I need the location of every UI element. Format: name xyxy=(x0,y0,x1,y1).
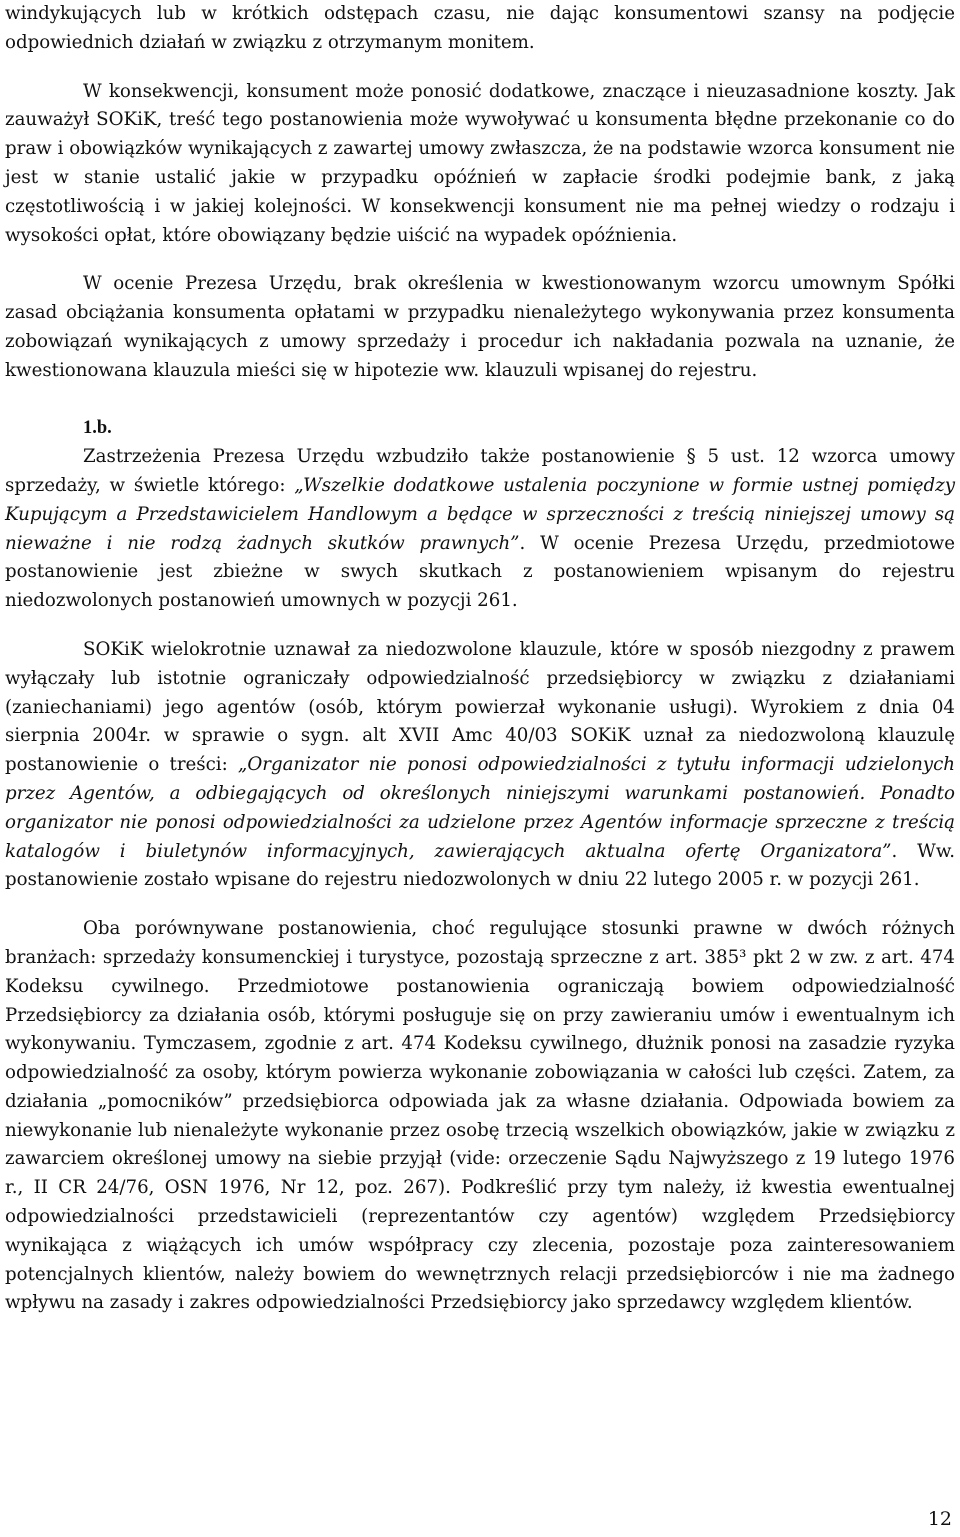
sokik-text-start: SOKiK wielokrotnie uznawał za niedozwolone klauzule, które w sposób niezgodny z prawem wyłączały lub istotnie ograniczały odpowiedzialność przedsiębiorcy w związku z działaniami (zaniechaniami) jego agentów (osób, którym powierzał wykonanie usługi). Wyrokiem z dnia 04 sierpnia 2004r. w sprawie o sygn. alt XVII Amc 40/03 SOKiK uznał za niedozwoloną klauzulę postanowienie o treści: xyxy=(5,638,955,776)
paragraph-president-assessment: W ocenie Prezesa Urzędu, brak określenia w kwestionowanym wzorcu umownym Spółki zasad obciążania konsumenta opłatami w przypadku nienależytego wykonywania przez konsumenta zobowiązań wynikających z umowy sprzedaży i procedur ich nakładania pozwala na uznanie, że kwestionowana klauzula mieści się w hipotezie ww. klauzuli wpisanej do rejestru. xyxy=(5,273,955,381)
reservations-text-end: . W ocenie Prezesa Urzędu, przedmiotowe postanowienie jest zbieżne w swych skutkach z postanowieniem wpisanym do rejestru niedozwolonych postanowień umownych w pozycji 261. xyxy=(5,532,955,612)
paragraph-sokik-rulings xyxy=(5,636,955,895)
reservations-text-start: Zastrzeżenia Prezesa Urzędu wzbudziło także postanowienie § 5 ust. 12 wzorca umowy sprzedaży, w świetle którego: xyxy=(5,446,955,496)
reservations-quoted-clause: „Wszelkie dodatkowe ustalenia poczynione w formie ustnej pomiędzy Kupującym a Przedstawicielem Handlowym a będące w sprzeczności z treścią niniejszej umowy są nieważne i nie rodzą żadnych skutków prawnych” xyxy=(5,474,955,554)
sokik-text-end: . Ww. postanowienie zostało wpisane do rejestru niedozwolonych w dniu 22 lutego 2005 r. w pozycji 261. xyxy=(5,840,956,891)
sokik-quoted-clause: „Organizator nie ponosi odpowiedzialności z tytułu informacji udzielonych przez Agentów, a odbiegających od określonych niniejszymi warunkami postanowień. Ponadto organizator nie ponosi odpowiedzialności za udzielone przez Agentów informacje sprzeczne z treścią katalogów i biuletynów informacyjnych, zawierających aktualna ofertę Organizatora” xyxy=(5,754,955,862)
paragraph-intro-continuation: windykujących lub w krótkich odstępach czasu, nie dając konsumentowi szansy na podjęcie odpowiednich działań w związku z otrzymanym monitem. xyxy=(5,3,955,53)
section-heading: 1.b. xyxy=(83,418,112,439)
paragraph-reservations xyxy=(5,443,955,616)
paragraph-consequences: W konsekwencji, konsument może ponosić dodatkowe, znaczące i nieuzasadnione koszty. Jak zauważył SOKiK, treść tego postanowienia może wywoływać u konsumenta błędne przekonanie co do praw i obowiązków wynikających z zawartej umowy zwłaszcza, że na podstawie wzorca konsument nie jest w stanie ustalić jakie w przypadku opóźnień w zapłacie środki podejmie bank, z jaką częstotliwością i w jakiej kolejności. W konsekwencji konsument nie ma pełnej wiedzy o rodzaju i wysokości opłat, które obowiązany będzie uiścić na wypadek opóźnienia. xyxy=(5,80,955,246)
page-number: 12 xyxy=(927,1508,952,1530)
paragraph-comparison: Oba porównywane postanowienia, choć regulujące stosunki prawne w dwóch różnych branżach: sprzedaży konsumenckiej i turystyce, pozostają sprzeczne z art. 385³ pkt 2 w zw. z art. 474 Kodeksu cywilnego. Przedmiotowe postanowienia ograniczają bowiem odpowiedzialność Przedsiębiorcy za działania osób, którymi posługuje się on przy zawieraniu umów i ewentualnym ich wykonywaniu. Tymczasem, zgodnie z art. 474 Kodeksu cywilnego, dłużnik ponosi na zasadzie ryzyka odpowiedzialność za osoby, którym powierza wykonanie zobowiązania w całości lub części. Zatem, za działania „pomocników” przedsiębiorca odpowiada jak za własne działania. Odpowiada bowiem za niewykonanie lub nienależyte wykonanie przez osobę trzecią wszelkich obowiązków, jakie w związku z zawarciem określonej umowy na siebie przyjął (vide: orzeczenie Sądu Najwyższego z 19 lutego 1976 r., II CR 24/76, OSN 1976, Nr 12, poz. 267). Podkreślić przy tym należy, iż kwestia ewentualnej odpowiedzialności przedstawicieli (reprezentantów czy agentów) względem Przedsiębiorcy wynikająca z wiążących ich umów współpracy czy zlecenia, pozostaje poza zainteresowaniem potencjalnych klientów, należy bowiem do wewnętrznych relacji przedsiębiorców i nie ma żadnego wpływu na zasady i zakres odpowiedzialności Przedsiębiorcy jako sprzedawcy względem klientów. xyxy=(5,918,955,1314)
document-page xyxy=(5,0,955,1318)
